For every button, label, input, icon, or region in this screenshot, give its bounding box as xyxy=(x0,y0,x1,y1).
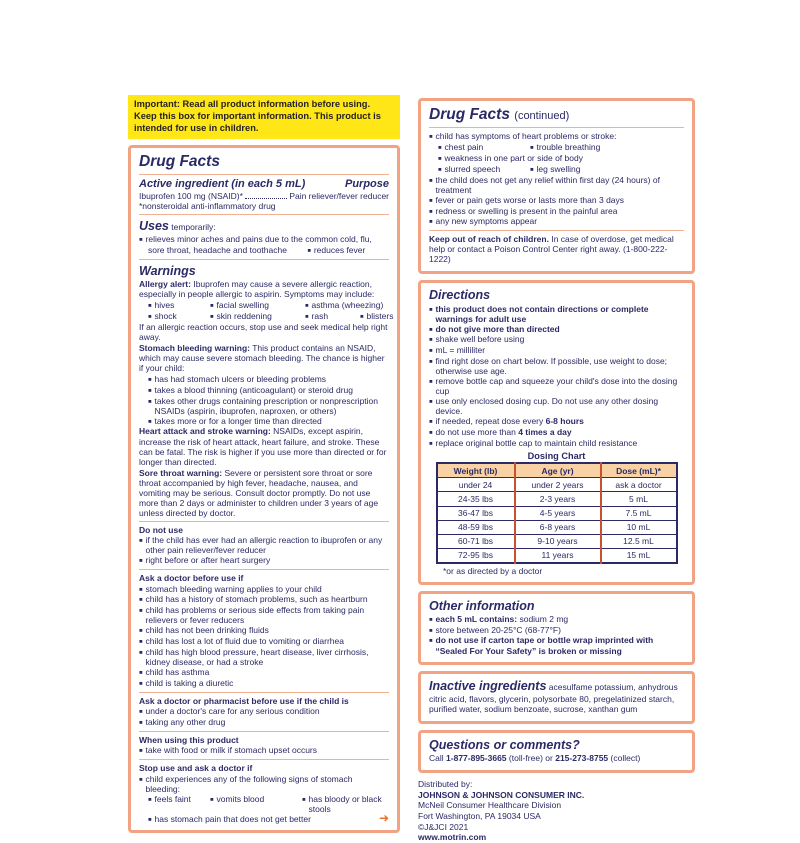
table-row xyxy=(437,506,677,520)
dosing-cell: 72-95 lbs xyxy=(437,548,515,563)
dosing-cell: 7.5 mL xyxy=(601,506,677,520)
bullet-icon xyxy=(429,614,433,625)
bullet-item: ■ this product does not contain directions or complete warnings for adult use xyxy=(429,304,684,324)
ask-doctor-section xyxy=(139,573,389,689)
column-header: Weight (lb) xyxy=(437,463,515,478)
bullet-item: ■ right before or after heart surgery xyxy=(139,555,389,566)
dosing-cell: 5 mL xyxy=(601,492,677,506)
dosing-cell: 10 mL xyxy=(601,520,677,534)
bullet-icon xyxy=(139,535,143,546)
allergy-symptoms-row1 xyxy=(148,300,389,311)
section-divider xyxy=(139,731,389,732)
bullet-item: ■ redness or swelling is present in the painful area xyxy=(429,206,684,217)
ask-pharmacist-section xyxy=(139,696,389,728)
column-header: Age (yr) xyxy=(515,463,601,478)
bullet-item: ■ rash xyxy=(305,311,360,322)
section-divider xyxy=(139,214,389,215)
bullet-icon xyxy=(148,374,152,385)
bullet-icon xyxy=(139,667,143,678)
bullet-icon xyxy=(438,164,442,175)
bullet-icon xyxy=(429,376,433,387)
bullet-item: ■ trouble breathing xyxy=(530,142,600,153)
bullet-item: ■ takes a blood thinning (anticoagulant) or steroid drug xyxy=(148,385,389,396)
bullet-item: ■ shock xyxy=(148,311,210,322)
bullet-icon xyxy=(438,142,442,153)
bullet-item: ■ has bloody or black stools xyxy=(302,794,389,814)
questions-panel xyxy=(418,730,695,773)
table-row xyxy=(437,534,677,548)
bullet-icon xyxy=(139,584,143,595)
distributed-by-label: Distributed by: xyxy=(418,779,473,790)
bullet-icon xyxy=(530,164,534,175)
uses-title: Uses xyxy=(139,219,169,234)
dosing-cell: 24-35 lbs xyxy=(437,492,515,506)
warnings-title: Warnings xyxy=(139,263,196,278)
dotted-leader xyxy=(245,198,287,199)
stomach-bleeding-warning: Stomach bleeding warning: This product contains an NSAID, which may cause severe stomach bleeding. The chance is higher if your child: xyxy=(139,342,385,373)
bullet-icon xyxy=(305,300,309,311)
bullet-item: ■ skin reddening xyxy=(210,311,305,322)
section-divider xyxy=(139,521,389,522)
bullet-item: ■ if needed, repeat dose every 6-8 hours xyxy=(429,416,684,427)
bullet-icon xyxy=(148,396,152,407)
bullet-icon xyxy=(429,396,433,407)
other-information-panel xyxy=(418,591,695,665)
bullet-icon xyxy=(139,605,143,616)
bullet-icon xyxy=(429,334,433,345)
questions-phone-line: Call 1-877-895-3665 (toll-free) or 215-273-8755 (collect) xyxy=(429,753,641,764)
bullet-icon xyxy=(429,206,433,217)
bullet-item: ■ slurred speech xyxy=(438,164,530,175)
bullet-item: ■ child experiences any of the following signs of stomach bleeding: xyxy=(139,774,389,794)
stomach-bleeding-signs-row xyxy=(148,794,389,814)
distributor-block xyxy=(418,779,695,843)
bullet-item: ■ replace original bottle cap to maintain child resistance xyxy=(429,438,684,449)
directions-panel xyxy=(418,280,695,584)
bullet-icon xyxy=(438,153,442,164)
dosing-cell: 2-3 years xyxy=(515,492,601,506)
bullet-icon xyxy=(429,345,433,356)
bullet-item: ■ shake well before using xyxy=(429,334,684,345)
dosing-cell: 48-59 lbs xyxy=(437,520,515,534)
bullet-item: ■ child is taking a diuretic xyxy=(139,678,389,689)
section-divider xyxy=(139,692,389,693)
drug-facts-title: Drug Facts xyxy=(139,152,220,170)
active-ingredient-section xyxy=(139,178,389,211)
bullet-item: ■ hives xyxy=(148,300,210,311)
bullet-icon xyxy=(139,774,143,785)
bullet-item: ■ weakness in one part or side of body xyxy=(438,153,684,164)
other-information-title: Other information xyxy=(429,598,535,613)
questions-title: Questions or comments? xyxy=(429,737,580,752)
bullet-item: ■ stomach bleeding warning applies to your child xyxy=(139,584,389,595)
inactive-ingredients-title: Inactive ingredients xyxy=(429,678,547,693)
stop-use-section xyxy=(139,763,389,824)
active-ingredient-purpose: Pain reliever/fever reducer xyxy=(289,191,389,202)
bullet-icon xyxy=(429,416,433,427)
bullet-item: ■ facial swelling xyxy=(210,300,305,311)
bullet-item: ■ takes other drugs containing prescription or nonprescription NSAIDs (aspirin, ibuprofen, naproxen, or others) xyxy=(148,396,389,416)
warnings-section xyxy=(139,263,394,518)
bullet-icon xyxy=(148,416,152,427)
active-ingredient-name: Ibuprofen 100 mg (NSAID)* xyxy=(139,191,243,202)
drug-facts-panel xyxy=(128,145,400,834)
do-not-use-section xyxy=(139,525,389,566)
bullet-icon xyxy=(429,635,433,646)
bullet-icon xyxy=(148,814,152,825)
bullet-icon xyxy=(429,304,433,315)
bullet-icon xyxy=(429,356,433,367)
bullet-item: ■ taking any other drug xyxy=(139,717,389,728)
section-divider xyxy=(139,259,389,260)
bullet-icon xyxy=(139,636,143,647)
bullet-item: ■ store between 20-25°C (68-77°F) xyxy=(429,625,684,636)
bullet-item: ■ feels faint xyxy=(148,794,210,814)
when-using-section xyxy=(139,735,389,756)
website: www.motrin.com xyxy=(418,832,487,843)
bullet-icon xyxy=(429,216,433,227)
purpose-heading: Purpose xyxy=(344,178,389,191)
bullet-item: ■ child has high blood pressure, heart disease, liver cirrhosis, kidney disease, or had a stroke xyxy=(139,647,389,667)
bullet-icon xyxy=(429,324,433,335)
bullet-icon xyxy=(429,175,433,186)
when-using-title: When using this product xyxy=(139,734,239,745)
bullet-item: ■ child has asthma xyxy=(139,667,389,678)
bullet-item: ■ takes more or for a longer time than directed xyxy=(148,416,389,427)
section-divider xyxy=(139,174,389,175)
section-divider xyxy=(139,759,389,760)
bullet-item: ■ chest pain xyxy=(438,142,530,153)
table-row xyxy=(437,478,677,492)
bullet-icon xyxy=(360,311,364,322)
bullet-item: ■ child has problems or serious side effects from taking pain relievers or fever reducers xyxy=(139,605,389,625)
bullet-item: ■ child has lost a lot of fluid due to vomiting or diarrhea xyxy=(139,636,389,647)
ask-pharmacist-title: Ask a doctor or pharmacist before use if the child is xyxy=(139,695,349,706)
inactive-ingredients-panel xyxy=(418,671,695,724)
dosing-cell: 11 years xyxy=(515,548,601,563)
bullet-item: ■ child has a history of stomach problems, such as heartburn xyxy=(139,594,389,605)
dosing-cell: 12.5 mL xyxy=(601,534,677,548)
table-row xyxy=(437,492,677,506)
bullet-item: ■ any new symptoms appear xyxy=(429,216,684,227)
right-column xyxy=(418,98,695,843)
drug-facts-continued-panel xyxy=(418,98,695,274)
bullet-icon xyxy=(139,678,143,689)
bullet-item: ■ use only enclosed dosing cup. Do not use any other dosing device. xyxy=(429,396,684,416)
allergy-footer: If an allergic reaction occurs, stop use and seek medical help right away. xyxy=(139,321,388,342)
bullet-icon xyxy=(302,794,306,805)
company-address: Fort Washington, PA 19034 USA xyxy=(418,810,541,821)
stroke-symptoms-row1 xyxy=(438,142,684,153)
bullet-item: ■ take with food or milk if stomach upset occurs xyxy=(139,745,389,756)
keep-out-of-reach: Keep out of reach of children. In case of overdose, get medical help or contact a Poison Control Center right away. (1-800-222-1222) xyxy=(429,234,674,265)
do-not-use-title: Do not use xyxy=(139,524,183,535)
section-divider xyxy=(429,230,684,231)
bullet-icon xyxy=(429,131,433,142)
bullet-item: ■ find right dose on chart below. If possible, use weight to dose; otherwise use age. xyxy=(429,356,684,376)
column-header: Dose (mL)* xyxy=(601,463,677,478)
dosing-chart-title: Dosing Chart xyxy=(527,450,586,461)
important-notice: Important: Read all product information before using. Keep this box for important information. This product is intended for use in children. xyxy=(128,95,400,139)
bullet-icon xyxy=(148,311,152,322)
dosing-cell: under 2 years xyxy=(515,478,601,492)
bullet-icon xyxy=(429,427,433,438)
stroke-symptoms-row2 xyxy=(438,164,684,175)
uses-bullets xyxy=(139,234,389,256)
directions-title: Directions xyxy=(429,288,491,303)
bullet-item: ■ the child does not get any relief within first day (24 hours) of treatment xyxy=(429,175,684,195)
bullet-item: reduces fever xyxy=(313,245,366,256)
dosing-cell: under 24 xyxy=(437,478,515,492)
bullet-icon xyxy=(148,794,152,805)
stop-use-title: Stop use and ask a doctor if xyxy=(139,763,253,774)
dosing-cell: 6-8 years xyxy=(515,520,601,534)
bullet-item: ■ if the child has ever had an allergic reaction to ibuprofen or any other pain reliever/fever reducer xyxy=(139,535,389,555)
bullet-item: ■ has had stomach ulcers or bleeding problems xyxy=(148,374,389,385)
copyright: ©J&JCI 2021 xyxy=(418,821,469,832)
bullet-icon xyxy=(139,745,143,756)
table-row xyxy=(437,548,677,563)
dosing-cell: 15 mL xyxy=(601,548,677,563)
nsaid-footnote: *nonsteroidal anti-inflammatory drug xyxy=(139,201,276,212)
drug-facts-continued-title: Drug Facts (continued) xyxy=(429,106,570,123)
bullet-item: ■ asthma (wheezing) xyxy=(305,300,383,311)
bullet-icon xyxy=(429,625,433,636)
uses-lead: temporarily: xyxy=(171,222,216,233)
bullet-item: ■ has stomach pain that does not get better xyxy=(148,814,389,825)
bullet-icon xyxy=(429,438,433,449)
bullet-item: ■ do not give more than directed xyxy=(429,324,684,335)
heart-attack-warning: Heart attack and stroke warning: NSAIDs, except aspirin, increase the risk of heart attack, heart failure, and stroke. These can be fatal. The risk is higher if you use more than directed or for longer than directed. xyxy=(139,426,387,467)
bullet-item: ■ fever or pain gets worse or lasts more than 3 days xyxy=(429,195,684,206)
bullet-icon xyxy=(148,300,152,311)
section-divider xyxy=(139,569,389,570)
dosing-cell: ask a doctor xyxy=(601,478,677,492)
company-name: JOHNSON & JOHNSON CONSUMER INC. xyxy=(418,789,585,800)
bullet-icon xyxy=(139,647,143,658)
table-row xyxy=(437,520,677,534)
allergy-alert: Allergy alert: Ibuprofen may cause a severe allergic reaction, especially in people allergic to aspirin. Symptoms may include: xyxy=(139,279,375,300)
bullet-item: ■ do not use more than 4 times a day xyxy=(429,427,684,438)
dosing-cell: 60-71 lbs xyxy=(437,534,515,548)
bullet-item: ■ blisters xyxy=(360,311,393,322)
dosing-cell: 36-47 lbs xyxy=(437,506,515,520)
bullet-icon xyxy=(305,311,309,322)
bullet-item: ■ under a doctor's care for any serious condition xyxy=(139,706,389,717)
bullet-icon xyxy=(429,195,433,206)
dosing-chart-footnote: *or as directed by a doctor xyxy=(443,565,543,576)
bullet-item: ■ do not use if carton tape or bottle wrap imprinted with “Sealed For Your Safety” is broken or missing xyxy=(429,635,684,655)
division-name: McNeil Consumer Healthcare Division xyxy=(418,800,562,811)
bullet-item: ■ each 5 mL contains: sodium 2 mg xyxy=(429,614,684,625)
bullet-item: relieves minor aches and pains due to the common cold, flu, sore throat, headache and toothache xyxy=(145,234,372,256)
bullet-icon xyxy=(210,300,214,311)
bullet-icon xyxy=(210,794,214,805)
bullet-item: ■ child has not been drinking fluids xyxy=(139,625,389,636)
bullet-item: ■ leg swelling xyxy=(530,164,580,175)
table-header-row xyxy=(437,463,677,478)
bullet-icon xyxy=(139,706,143,717)
sore-throat-warning: Sore throat warning: Severe or persistent sore throat or sore throat accompanied by high fever, headache, nausea, and vomiting may be serious. Consult doctor promptly. Do not use more than 2 days or administer to children under 3 years of age unless directed by doctor. xyxy=(139,467,379,518)
bullet-icon xyxy=(530,142,534,153)
uses-section xyxy=(139,218,389,256)
bullet-item: ■ remove bottle cap and squeeze your child's dose into the dosing cup xyxy=(429,376,684,396)
bullet-icon xyxy=(139,717,143,728)
bullet-icon xyxy=(139,625,143,636)
left-column xyxy=(128,95,400,839)
continued-arrow-icon: ➜ xyxy=(378,811,389,826)
dosing-cell: 4-5 years xyxy=(515,506,601,520)
bullet-icon xyxy=(139,594,143,605)
bullet-item: ■ vomits blood xyxy=(210,794,302,814)
active-ingredient-heading: Active ingredient (in each 5 mL) xyxy=(139,178,306,191)
section-divider xyxy=(429,127,684,128)
bullet-icon xyxy=(148,385,152,396)
allergy-symptoms-row2 xyxy=(148,311,394,322)
bullet-item: ■ mL = milliliter xyxy=(429,345,684,356)
bullet-item: ■ child has symptoms of heart problems or stroke: xyxy=(429,131,684,142)
bullet-icon xyxy=(210,311,214,322)
inactive-ingredients: Inactive ingredients acesulfame potassium, anhydrous citric acid, flavors, glycerin, polysorbate 80, pregelatinized starch, purified water, sodium benzoate, sucrose, xanthan gum xyxy=(429,678,678,714)
ask-doctor-title: Ask a doctor before use if xyxy=(139,573,244,583)
dosing-chart-table xyxy=(436,462,678,563)
dosing-cell: 9-10 years xyxy=(515,534,601,548)
bullet-icon xyxy=(139,555,143,566)
